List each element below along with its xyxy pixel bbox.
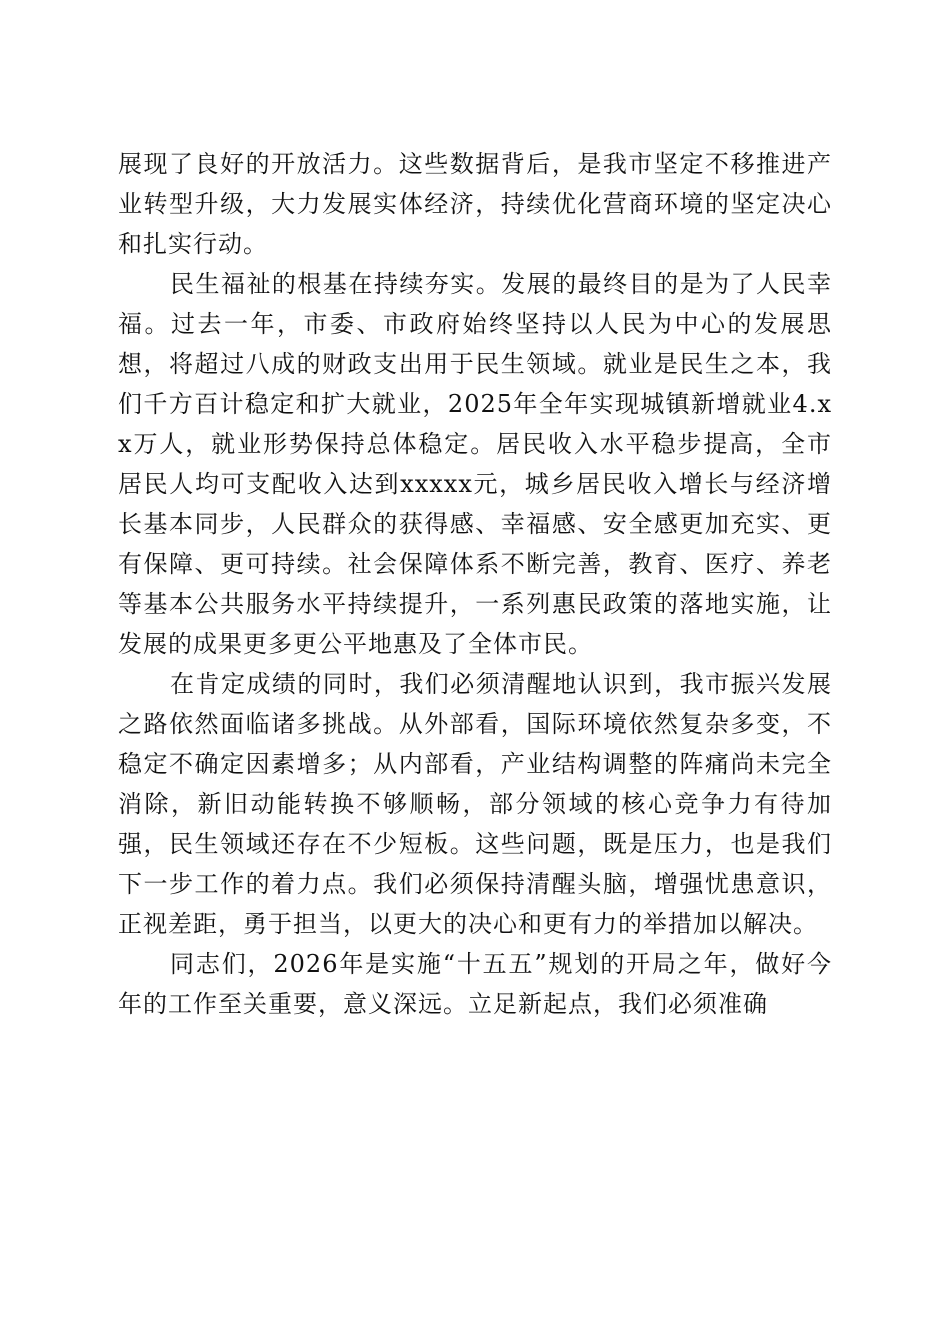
paragraph-continuation: 展现了良好的开放活力。这些数据背后，是我市坚定不移推进产业转型升级，大力发展实体经济，持续优化营商环境的坚定决心和扎实行动。 bbox=[118, 150, 832, 258]
paragraph-livelihood: 民生福祉的根基在持续夯实。发展的最终目的是为了人民幸福。过去一年，市委、市政府始终坚持以人民为中心的发展思想，将超过八成的财政支出用于民生领域。就业是民生之本，我们千方百计稳定和扩大就业，2025年全年实现城镇新增就业4.xx万人，就业形势保持总体稳定。居民收入水平稳步提高，全市居民人均可支配收入达到xxxxx元，城乡居民收入增长与经济增长基本同步，人民群众的获得感、幸福感、安全感更加充实、更有保障、更可持续。社会保障体系不断完善，教育、医疗、养老等基本公共服务水平持续提升，一系列惠民政策的落地实施，让发展的成果更多更公平地惠及了全体市民。 bbox=[118, 270, 832, 658]
paragraph-outlook: 同志们，2026年是实施“十五五”规划的开局之年，做好今年的工作至关重要，意义深远。立足新起点，我们必须准确 bbox=[118, 950, 832, 1018]
paragraph-challenges: 在肯定成绩的同时，我们必须清醒地认识到，我市振兴发展之路依然面临诸多挑战。从外部看，国际环境依然复杂多变，不稳定不确定因素增多；从内部看，产业结构调整的阵痛尚未完全消除，新旧动能转换不够顺畅，部分领域的核心竞争力有待加强，民生领域还存在不少短板。这些问题，既是压力，也是我们下一步工作的着力点。我们必须保持清醒头脑，增强忧患意识，正视差距，勇于担当，以更大的决心和更有力的举措加以解决。 bbox=[118, 670, 832, 938]
document-body bbox=[118, 144, 832, 1024]
